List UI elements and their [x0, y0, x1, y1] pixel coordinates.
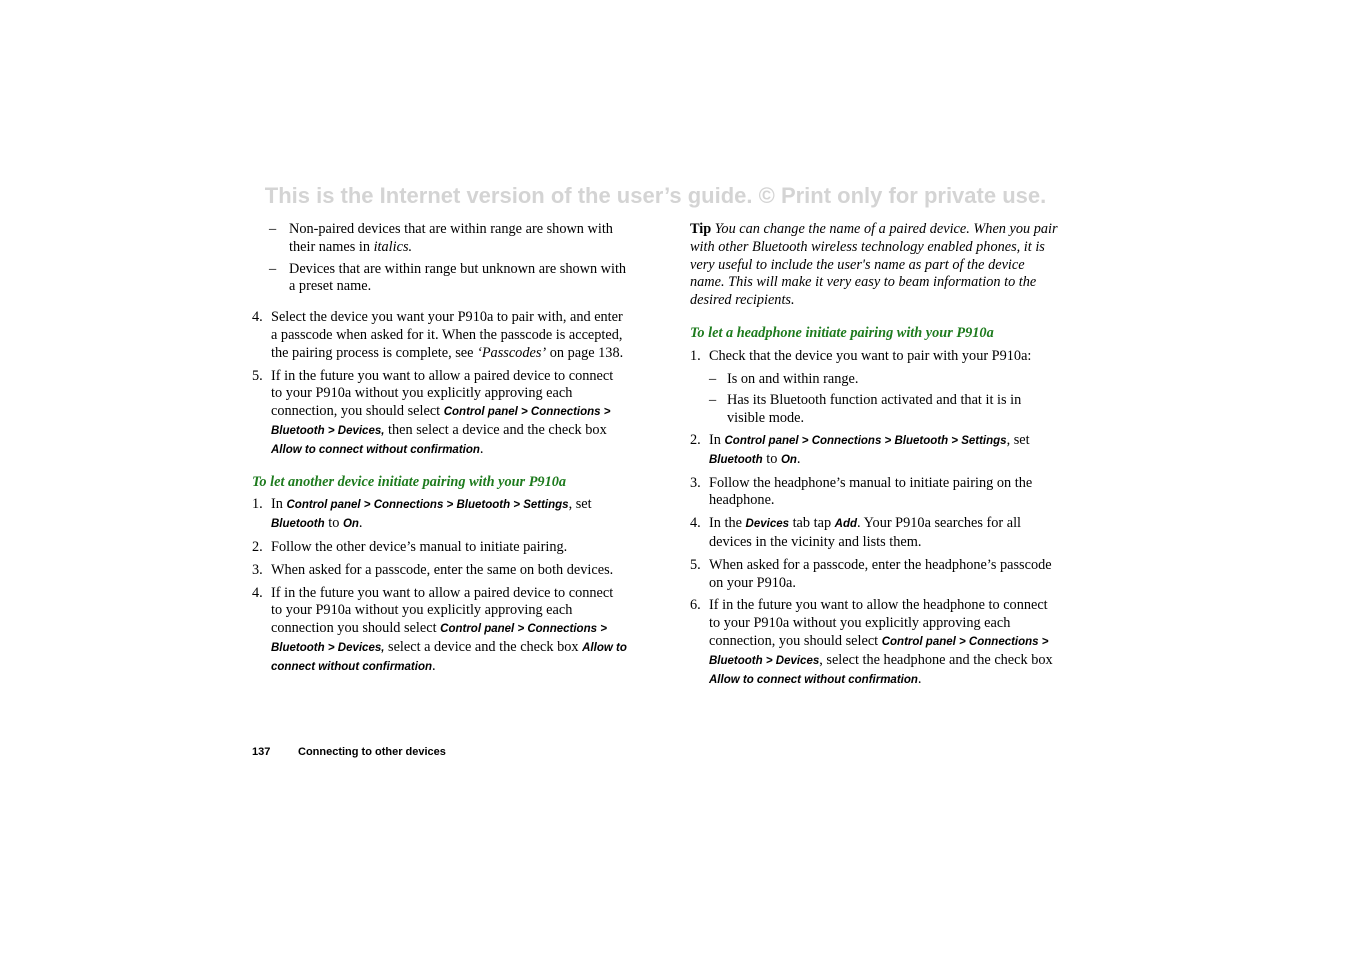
- dash-marker: –: [269, 221, 277, 237]
- step-item: 5. If in the future you want to allow a paired device to connect to your P910a without you explicitly approving each connection, you should select Control panel > Connections > Bluetooth > Devices, then select a device and the check box Allow to connect without confirmation.: [252, 367, 614, 457]
- step-item: 5. When asked for a passcode, enter the headphone’s passcode on your P910a.: [690, 556, 1052, 591]
- step-item: 6. If in the future you want to allow the headphone to connect to your P910a without you explicitly approving each connection, you should select Control panel > Connections > Bluetooth > Devices, select the headphone and the check box Allow to connect without confirmation.: [690, 597, 1053, 687]
- step-item: 4. Select the device you want your P910a to pair with, and enter a passcode when asked for it. When the passcode is accepted, the pairing process is complete, see ‘Passcodes’ on page 138.: [252, 309, 624, 361]
- step-item: 3. When asked for a passcode, enter the same on both devices.: [252, 561, 614, 578]
- tab-label: Devices: [745, 518, 790, 531]
- step-item: 4. In the Devices tab tap Add. Your P910a searches for all devices in the vicinity and lists them.: [690, 515, 1022, 550]
- button-label: Add: [834, 518, 858, 531]
- menu-path: Control panel > Connections > Bluetooth > Devices,: [271, 406, 611, 437]
- dash-marker: –: [709, 392, 717, 409]
- checkbox-label: Allow to connect without confirmation: [271, 641, 627, 673]
- page-footer: [252, 746, 446, 758]
- dash-marker: –: [709, 370, 717, 387]
- passcodes-reference: ‘Passcodes’: [477, 344, 547, 361]
- menu-path: Control panel > Connections > Bluetooth > Settings: [286, 499, 569, 512]
- step-item: 2. In Control panel > Connections > Bluetooth > Settings, set Bluetooth to On.: [690, 431, 1030, 467]
- right-column: [690, 221, 1062, 694]
- menu-path: Control panel > Connections > Bluetooth > Devices,: [271, 623, 607, 654]
- bullet-item: – Has its Bluetooth function activated and that it is in visible mode.: [709, 392, 1022, 427]
- tip-label: Tip: [690, 221, 712, 237]
- checkbox-label: Allow to connect without confirmation: [709, 673, 918, 686]
- section-title: Connecting to other devices: [298, 746, 446, 758]
- bullet-item: – Non-paired devices that are within range are shown with their names in italics.: [269, 221, 613, 255]
- step-item: 1. In Control panel > Connections > Bluetooth > Settings, set Bluetooth to On.: [252, 496, 592, 532]
- menu-path: Control panel > Connections > Bluetooth > Devices: [709, 635, 1049, 667]
- bullet-item: – Devices that are within range but unknown are shown with a preset name.: [269, 260, 627, 295]
- dash-marker: –: [269, 260, 277, 277]
- section-heading: To let a headphone initiate pairing with your P910a: [690, 324, 994, 341]
- menu-path: Control panel > Connections > Bluetooth > Settings: [724, 434, 1007, 447]
- tip-box: Tip You can change the name of a paired device. When you pair with other Bluetooth wireless technology enabled phones, it is very useful to include the user's name as part of the device name. This will make it very easy to beam information to the desired recipients.: [690, 221, 1058, 309]
- checkbox-label: Allow to connect without confirmation: [271, 443, 480, 456]
- bullet-item: – Is on and within range.: [709, 370, 859, 387]
- left-column: [252, 221, 627, 682]
- page-number: 137: [252, 746, 271, 758]
- step-item: 4. If in the future you want to allow a paired device to connect to your P910a without you explicitly approving each connection you should select Control panel > Connections > Bluetooth > Devices, select a device and the check box Allow to connect without confirmation.: [252, 584, 627, 674]
- watermark: This is the Internet version of the user’s guide. © Print only for private use.: [264, 183, 1047, 208]
- step-item: 2. Follow the other device’s manual to initiate pairing.: [252, 538, 568, 555]
- step-item: 3. Follow the headphone’s manual to initiate pairing on the headphone.: [690, 474, 1033, 509]
- section-heading: To let another device initiate pairing with your P910a: [252, 473, 567, 490]
- step-item: 1. Check that the device you want to pair with your P910a:: [690, 347, 1032, 364]
